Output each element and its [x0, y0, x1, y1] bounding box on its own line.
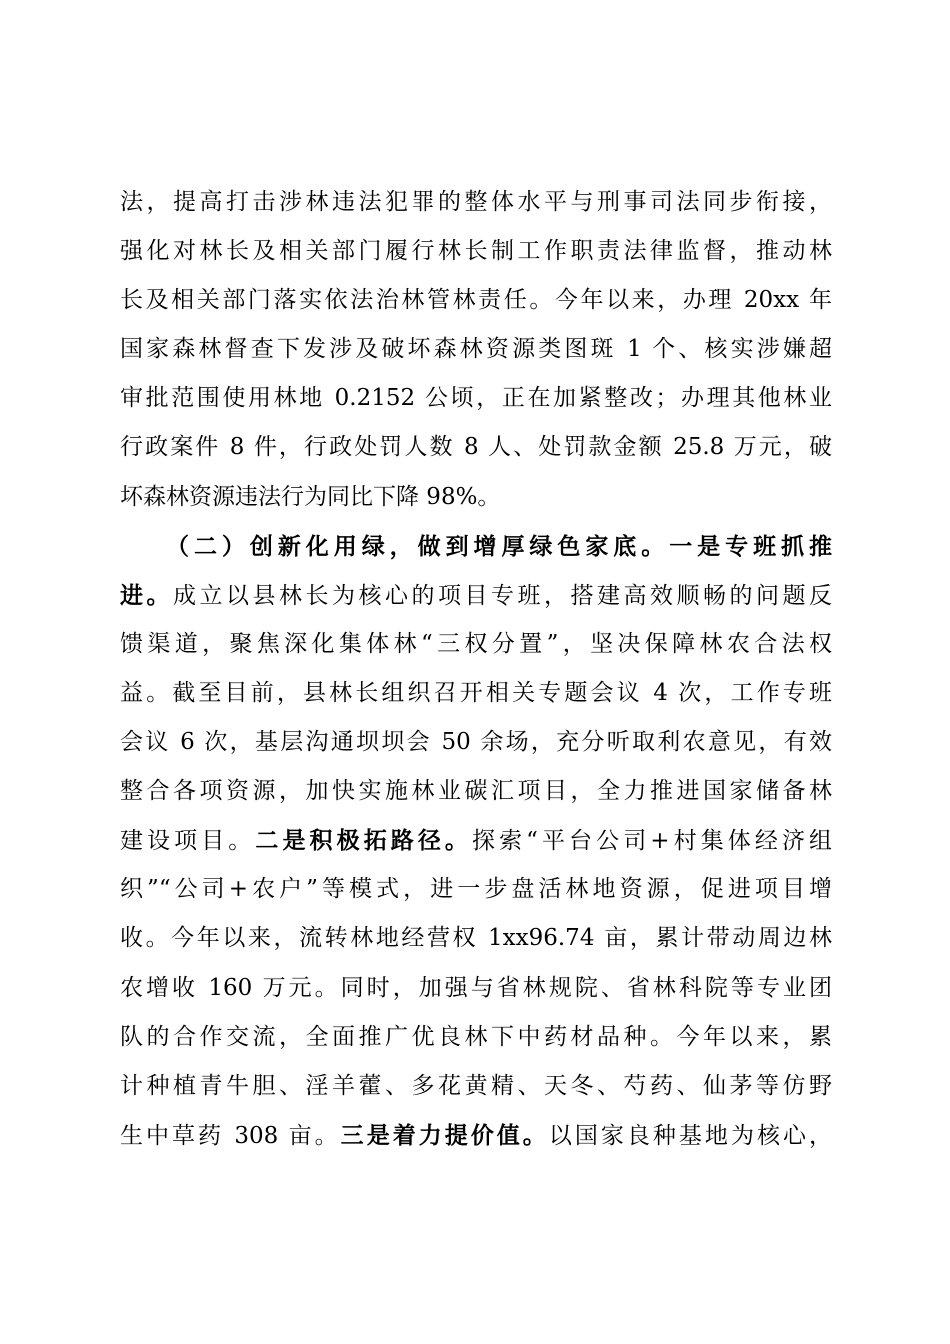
bold-lead: 二是积极拓路径。 [255, 827, 472, 855]
para2-line-8: 织”“公司+农户”等模式，进一步盘活林地资源，促进项目增 [120, 876, 832, 903]
bold-lead: 进。 [120, 581, 173, 609]
para1-line-1: 法，提高打击涉林违法犯罪的整体水平与刑事司法同步衔接， [120, 189, 832, 215]
para1-line-5: 审批范围使用林地 0.2152 公顷，正在加紧整改；办理其他林业 [120, 385, 832, 412]
para2-line-2 [120, 571, 832, 620]
para2-line-3: 馈渠道，聚焦深化集体林“三权分置”，坚决保障林农合法权 [120, 630, 832, 657]
para2-line-11: 队的合作交流，全面推广优良林下中药材品种。今年以来，累 [120, 1023, 832, 1050]
para2-line-6: 整合各项资源，加快实施林业碳汇项目，全力推进国家储备林 [120, 778, 832, 805]
para2-line-4: 益。截至目前，县林长组织召开相关专题会议 4 次，工作专班 [120, 679, 832, 706]
text-run: 以国家良种基地为核心， [548, 1122, 833, 1149]
text-run: 生中草药 308 亩。 [120, 1122, 341, 1149]
bold-lead: 三是着力提价值。 [340, 1121, 549, 1149]
para2-line-9: 收。今年以来，流转林地经营权 1xx96.74 亩，累计带动周边林 [120, 925, 832, 952]
text-run: 建设项目。 [120, 828, 256, 855]
para2-line-7 [120, 816, 832, 865]
text-run: 成立以县林长为核心的项目专班，搭建高效顺畅的问题反 [173, 582, 832, 609]
para1-line-4: 国家森林督查下发涉及破坏森林资源类图斑 1 个、核实涉嫌超 [120, 336, 832, 363]
section-heading: （二）创新化用绿，做到增厚绿色家底。一是专班抓推 [166, 532, 832, 560]
para2-line-5: 会议 6 次，基层沟通坝坝会 50 余场，充分听取利农意见，有效 [120, 729, 832, 756]
para2-line-10: 农增收 160 万元。同时，加强与省林规院、省林科院等专业团 [120, 974, 832, 1001]
para1-line-2: 强化对林长及相关部门履行林长制工作职责法律监督，推动林 [120, 238, 832, 265]
para1-line-6: 行政案件 8 件，行政处罚人数 8 人、处罚款金额 25.8 万元，破 [120, 434, 832, 461]
para2-line-13 [120, 1111, 832, 1160]
para2-line-12: 计种植青牛胆、淫羊藿、多花黄精、天冬、芍药、仙茅等仿野 [120, 1072, 832, 1099]
document-page [120, 178, 832, 1160]
text-run: 探索“平台公司+村集体经济组 [472, 828, 833, 855]
para1-line-3: 长及相关部门落实依法治林管林责任。今年以来，办理 20xx 年 [120, 287, 832, 314]
para1-line-7: 坏森林资源违法行为同比下降 98%。 [120, 483, 501, 510]
